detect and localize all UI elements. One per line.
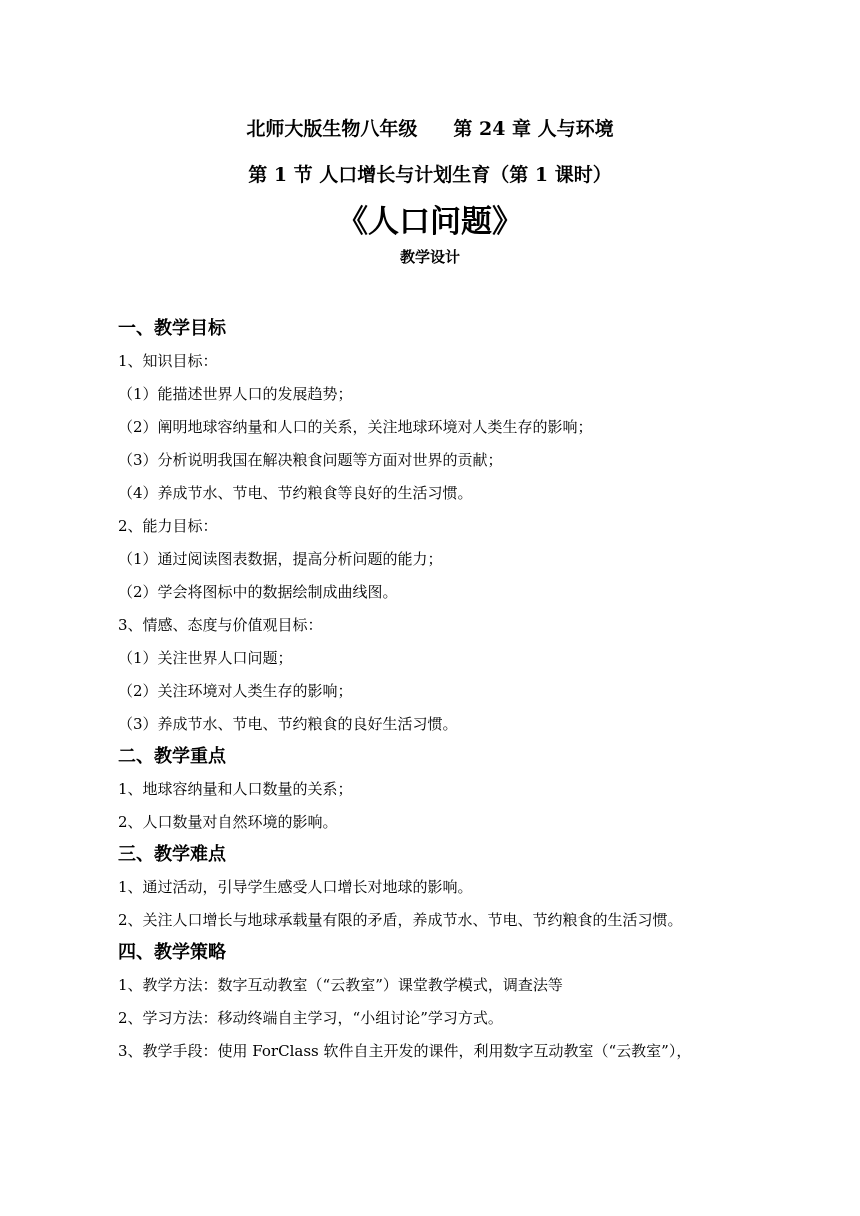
paragraph: （1）关注世界人口问题； — [118, 649, 293, 667]
paragraph: （1）通过阅读图表数据，提高分析问题的能力； — [118, 550, 443, 568]
paragraph: （3）养成节水、节电、节约粮食的良好生活习惯。 — [118, 715, 458, 733]
document-header-line — [0, 114, 860, 141]
document-subtitle: 教学设计 — [399, 248, 460, 266]
paragraph: （2）关注环境对人类生存的影响； — [118, 682, 353, 700]
paragraph: （4）养成节水、节电、节约粮食等良好的生活习惯。 — [118, 484, 473, 502]
section-title: 第 1 节 人口增长与计划生育（第 1 课时） — [248, 164, 612, 186]
paragraph: 1、知识目标： — [118, 352, 218, 370]
paragraph: 3、教学手段：使用 ForClass 软件自主开发的课件，利用数字互动教室（“云教室”）， — [118, 1042, 692, 1060]
paragraph: （2）阐明地球容纳量和人口的关系，关注地球环境对人类生存的影响； — [118, 418, 593, 436]
paragraph: 2、人口数量对自然环境的影响。 — [118, 813, 338, 831]
textbook-series: 北师大版生物八年级 — [246, 118, 418, 140]
paragraph: 2、学习方法：移动终端自主学习，“小组讨论”学习方式。 — [118, 1009, 503, 1027]
paragraph: （3）分析说明我国在解决粮食问题等方面对世界的贡献； — [118, 451, 503, 469]
document-body — [118, 313, 738, 1068]
paragraph: 1、教学方法：数字互动教室（“云教室”）课堂教学模式，调查法等 — [118, 976, 563, 994]
section-heading-strategies: 四、教学策略 — [118, 942, 226, 963]
paragraph: 3、情感、态度与价值观目标： — [118, 616, 323, 634]
paragraph: （2）学会将图标中的数据绘制成曲线图。 — [118, 583, 398, 601]
paragraph: 1、地球容纳量和人口数量的关系； — [118, 780, 353, 798]
chapter-title: 第 24 章 人与环境 — [453, 118, 614, 140]
lesson-title: 《人口问题》 — [337, 204, 523, 240]
paragraph: 2、关注人口增长与地球承载量有限的矛盾，养成节水、节电、节约粮食的生活习惯。 — [118, 911, 683, 929]
paragraph: （1）能描述世界人口的发展趋势； — [118, 385, 353, 403]
section-heading-difficulties: 三、教学难点 — [118, 844, 226, 865]
paragraph: 2、能力目标： — [118, 517, 218, 535]
section-heading-key-points: 二、教学重点 — [118, 746, 226, 767]
section-heading-objectives: 一、教学目标 — [118, 318, 226, 339]
paragraph: 1、通过活动，引导学生感受人口增长对地球的影响。 — [118, 878, 473, 896]
